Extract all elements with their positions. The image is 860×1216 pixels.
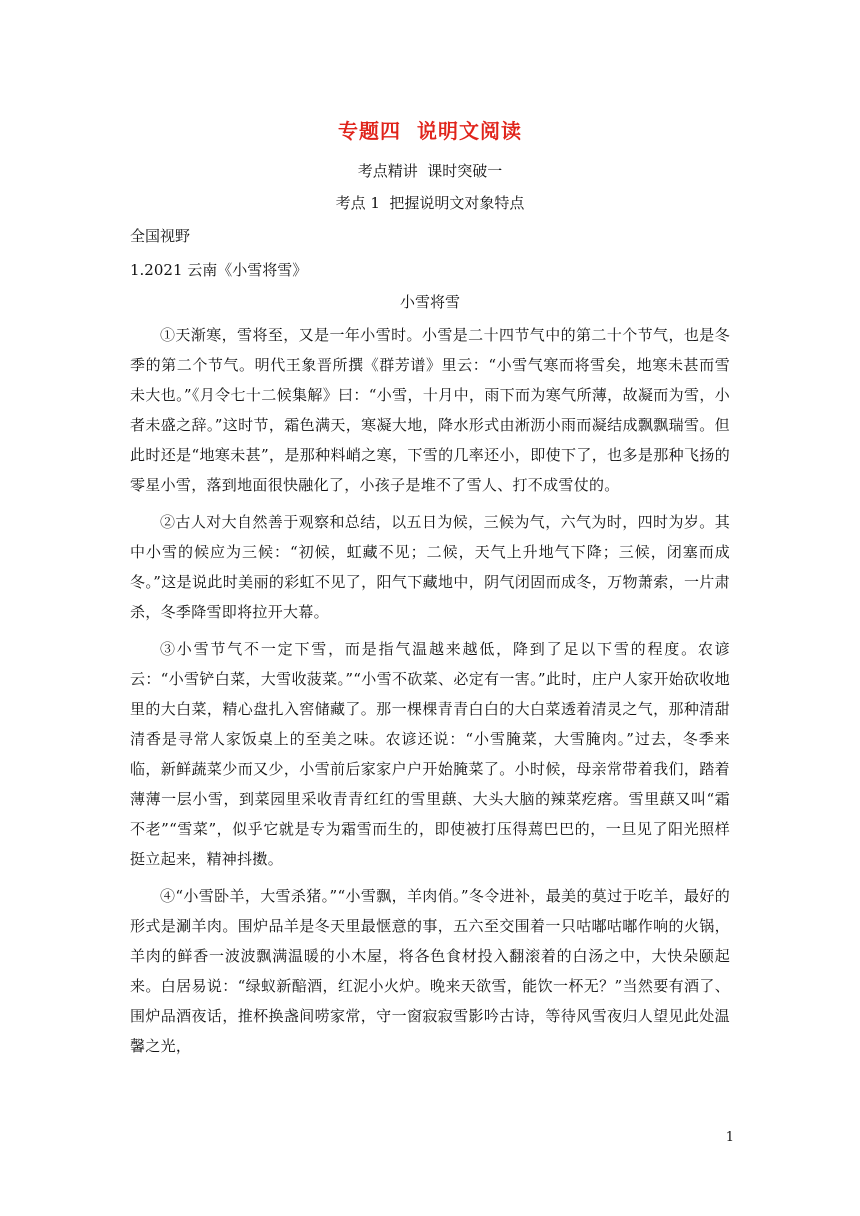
question-label: 1.2021 云南《小雪将雪》 [130,261,308,279]
paragraph-1: ①天渐寒，雪将至，又是一年小雪时。小雪是二十四节气中的第二十个节气，也是冬季的第二个节气。明代王象晋所撰《群芳谱》里云：“小雪气寒而将雪矣，地寒未甚而雪未大也。”《月令七十二候集解》曰：“小雪，十月中，雨下而为寒气所薄，故凝而为雪，小者未盛之辞。”这时节，霜色满天，寒凝大地，降水形式由淅沥小雨而凝结成飘飘瑞雪。但此时还是“地寒未甚”，是那种料峭之寒，下雪的几率还小，即使下了，也多是那种飞扬的零星小雪，落到地面很快融化了，小孩子是堆不了雪人、打不成雪仗的。 [130,326,730,494]
topic-heading: 考点 1 把握说明文对象特点 [335,194,525,212]
paragraph-3: ③小雪节气不一定下雪，而是指气温越来越低，降到了足以下雪的程度。农谚云：“小雪铲白菜，大雪收菠菜。”“小雪不砍菜、必定有一害。”此时，庄户人家开始砍收地里的大白菜，精心盘扎入窖储藏了。那一棵棵青青白白的大白菜透着清灵之气，那种清甜清香是寻常人家饭桌上的至美之味。农谚还说：“小雪腌菜，大雪腌肉。”过去，冬季来临，新鲜蔬菜少而又少，小雪前后家家户户开始腌菜了。小时候，母亲常带着我们，踏着薄薄一层小雪，到菜园里采收青青红红的雪里蕻、大头大脑的辣菜疙瘩。雪里蕻又叫“霜不老”“雪菜”，似乎它就是专为霜雪而生的，即使被打压得蔫巴巴的，一旦见了阳光照样挺立起来，精神抖擞。 [130,640,730,868]
article-body [130,320,730,1068]
page-title: 专题四 说明文阅读 [338,119,522,143]
section-heading: 考点精讲 课时突破一 [357,162,503,180]
article-title: 小雪将雪 [399,293,460,311]
scope-label: 全国视野 [130,227,191,245]
paragraph-2: ②古人对大自然善于观察和总结，以五日为候，三候为气，六气为时，四时为岁。其中小雪的候应为三候：“初候，虹藏不见；二候，天气上升地气下降；三候，闭塞而成冬。”这是说此时美丽的彩虹不见了，阳气下藏地中，阴气闭固而成冬，万物萧索，一片肃杀，冬季降雪即将拉开大幕。 [130,513,730,621]
paragraph-4: ④“小雪卧羊，大雪杀猪。”“小雪飘，羊肉俏。”冬令进补，最美的莫过于吃羊，最好的形式是涮羊肉。围炉品羊是冬天里最惬意的事，五六至交围着一只咕嘟咕嘟作响的火锅，羊肉的鲜香一波波飘满温暖的小木屋，将各色食材投入翻滚着的白汤之中，大快朵颐起来。白居易说：“绿蚁新醅酒，红泥小火炉。晚来天欲雪，能饮一杯无？”当然要有酒了、围炉品酒夜话，推杯换盏间唠家常，守一窗寂寂雪影吟古诗，等待风雪夜归人望见此处温馨之光， [130,887,730,1055]
page-number: 1 [725,1130,734,1145]
